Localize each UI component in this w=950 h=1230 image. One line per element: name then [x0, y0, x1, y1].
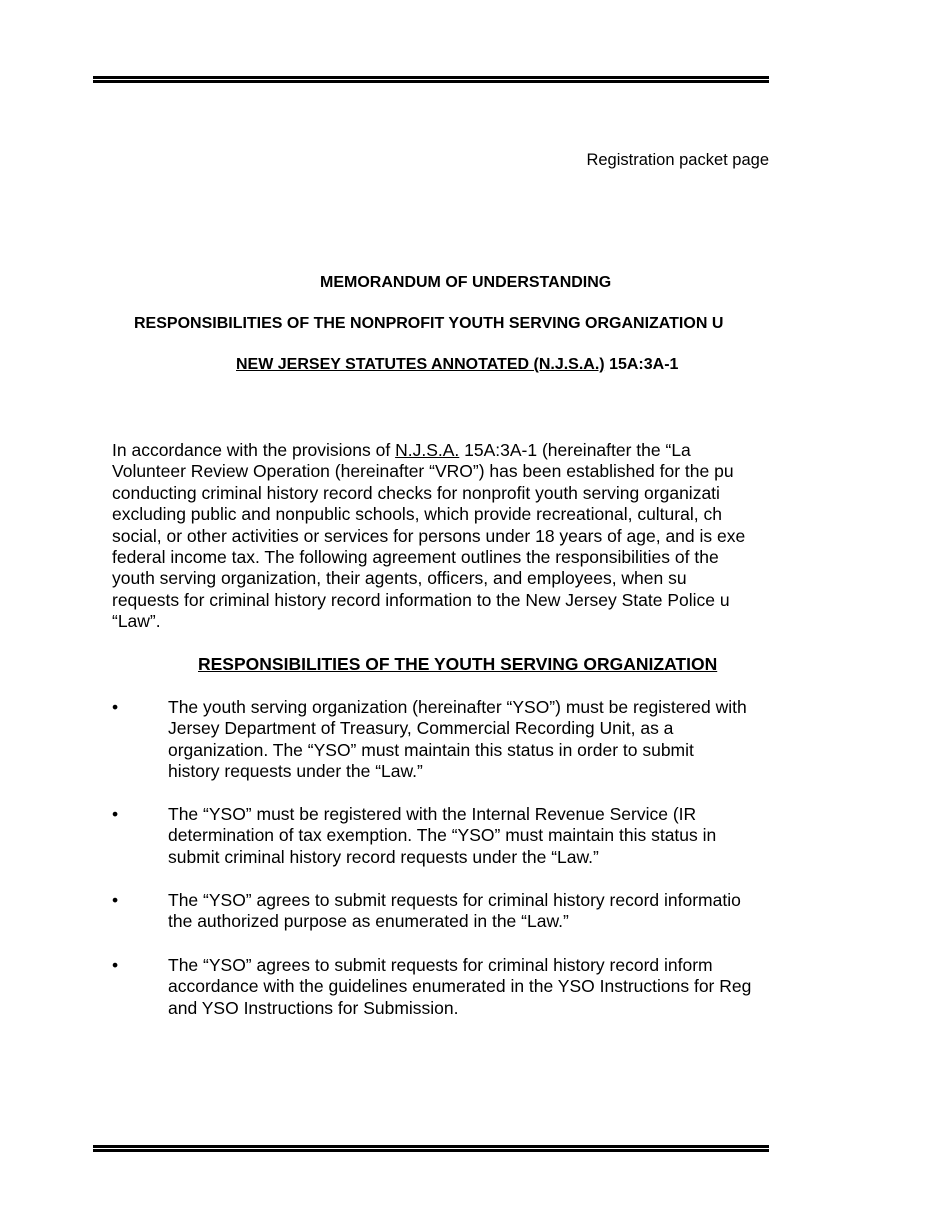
bullet-line: The “YSO” agrees to submit requests for criminal history record informatio: [168, 890, 741, 910]
memo-title: MEMORANDUM OF UNDERSTANDING: [320, 274, 612, 291]
bullet-line: The “YSO” agrees to submit requests for criminal history record inform: [168, 955, 713, 975]
bullet-item: [168, 890, 741, 933]
intro-line: social, or other activities or services for persons under 18 years of age, and is exe: [112, 525, 746, 546]
intro-line: conducting criminal history record checks for nonprofit youth serving organizati: [112, 482, 720, 503]
intro-prefix: In accordance with the provisions of: [112, 440, 396, 460]
bottom-double-rule: [93, 1145, 769, 1152]
intro-line: excluding public and nonpublic schools, which provide recreational, cultural, ch: [112, 504, 722, 525]
bullet-line: organization. The “YSO” must maintain this status in order to submit: [168, 739, 694, 760]
intro-line: federal income tax. The following agreement outlines the responsibilities of the: [112, 547, 719, 568]
intro-line: [112, 440, 822, 461]
bullet-line: Jersey Department of Treasury, Commercial Recording Unit, as a: [168, 718, 674, 739]
statute-name: NEW JERSEY STATUTES ANNOTATED (N.J.S.A.): [236, 356, 605, 373]
bullet-line: and YSO Instructions for Submission.: [168, 997, 459, 1018]
bullet-line: The youth serving organization (hereinafter “YSO”) must be registered with: [168, 697, 747, 717]
bullet-line: submit criminal history record requests under the “Law.”: [168, 846, 599, 867]
bullet-line: accordance with the guidelines enumerated in the YSO Instructions for Reg: [168, 976, 752, 997]
bullet-item: [168, 804, 716, 868]
statute-heading: [236, 356, 678, 374]
section-heading: RESPONSIBILITIES OF THE YOUTH SERVING ORGANIZATION: [198, 654, 718, 674]
intro-first-rest: 15A:3A-1 (hereinafter the “La: [459, 440, 691, 460]
packet-page-label: Registration packet page: [586, 151, 769, 169]
intro-line: “Law”.: [112, 611, 161, 632]
bullet-marker: •: [112, 804, 119, 824]
memo-subtitle: RESPONSIBILITIES OF THE NONPROFIT YOUTH SERVING ORGANIZATION U: [134, 315, 724, 332]
statute-number: 15A:3A-1: [604, 356, 679, 373]
bullet-line: determination of tax exemption. The “YSO” must maintain this status in: [168, 825, 717, 846]
bullet-line: the authorized purpose as enumerated in the “Law.”: [168, 911, 569, 932]
bullet-item: [168, 697, 747, 783]
bullet-line: history requests under the “Law.”: [168, 761, 423, 782]
bullet-line: The “YSO” must be registered with the Internal Revenue Service (IR: [168, 804, 697, 824]
intro-line: Volunteer Review Operation (hereinafter “VRO”) has been established for the pu: [112, 461, 734, 482]
bullet-marker: •: [112, 697, 119, 717]
intro-paragraph: [112, 440, 822, 633]
njsa-abbrev: N.J.S.A.: [395, 440, 460, 460]
intro-line: requests for criminal history record information to the New Jersey State Police u: [112, 589, 730, 610]
bullet-marker: •: [112, 890, 119, 910]
bullet-marker: •: [112, 955, 119, 975]
bullet-item: [168, 955, 751, 1019]
intro-line: youth serving organization, their agents, officers, and employees, when su: [112, 568, 687, 589]
top-double-rule: [93, 76, 769, 83]
